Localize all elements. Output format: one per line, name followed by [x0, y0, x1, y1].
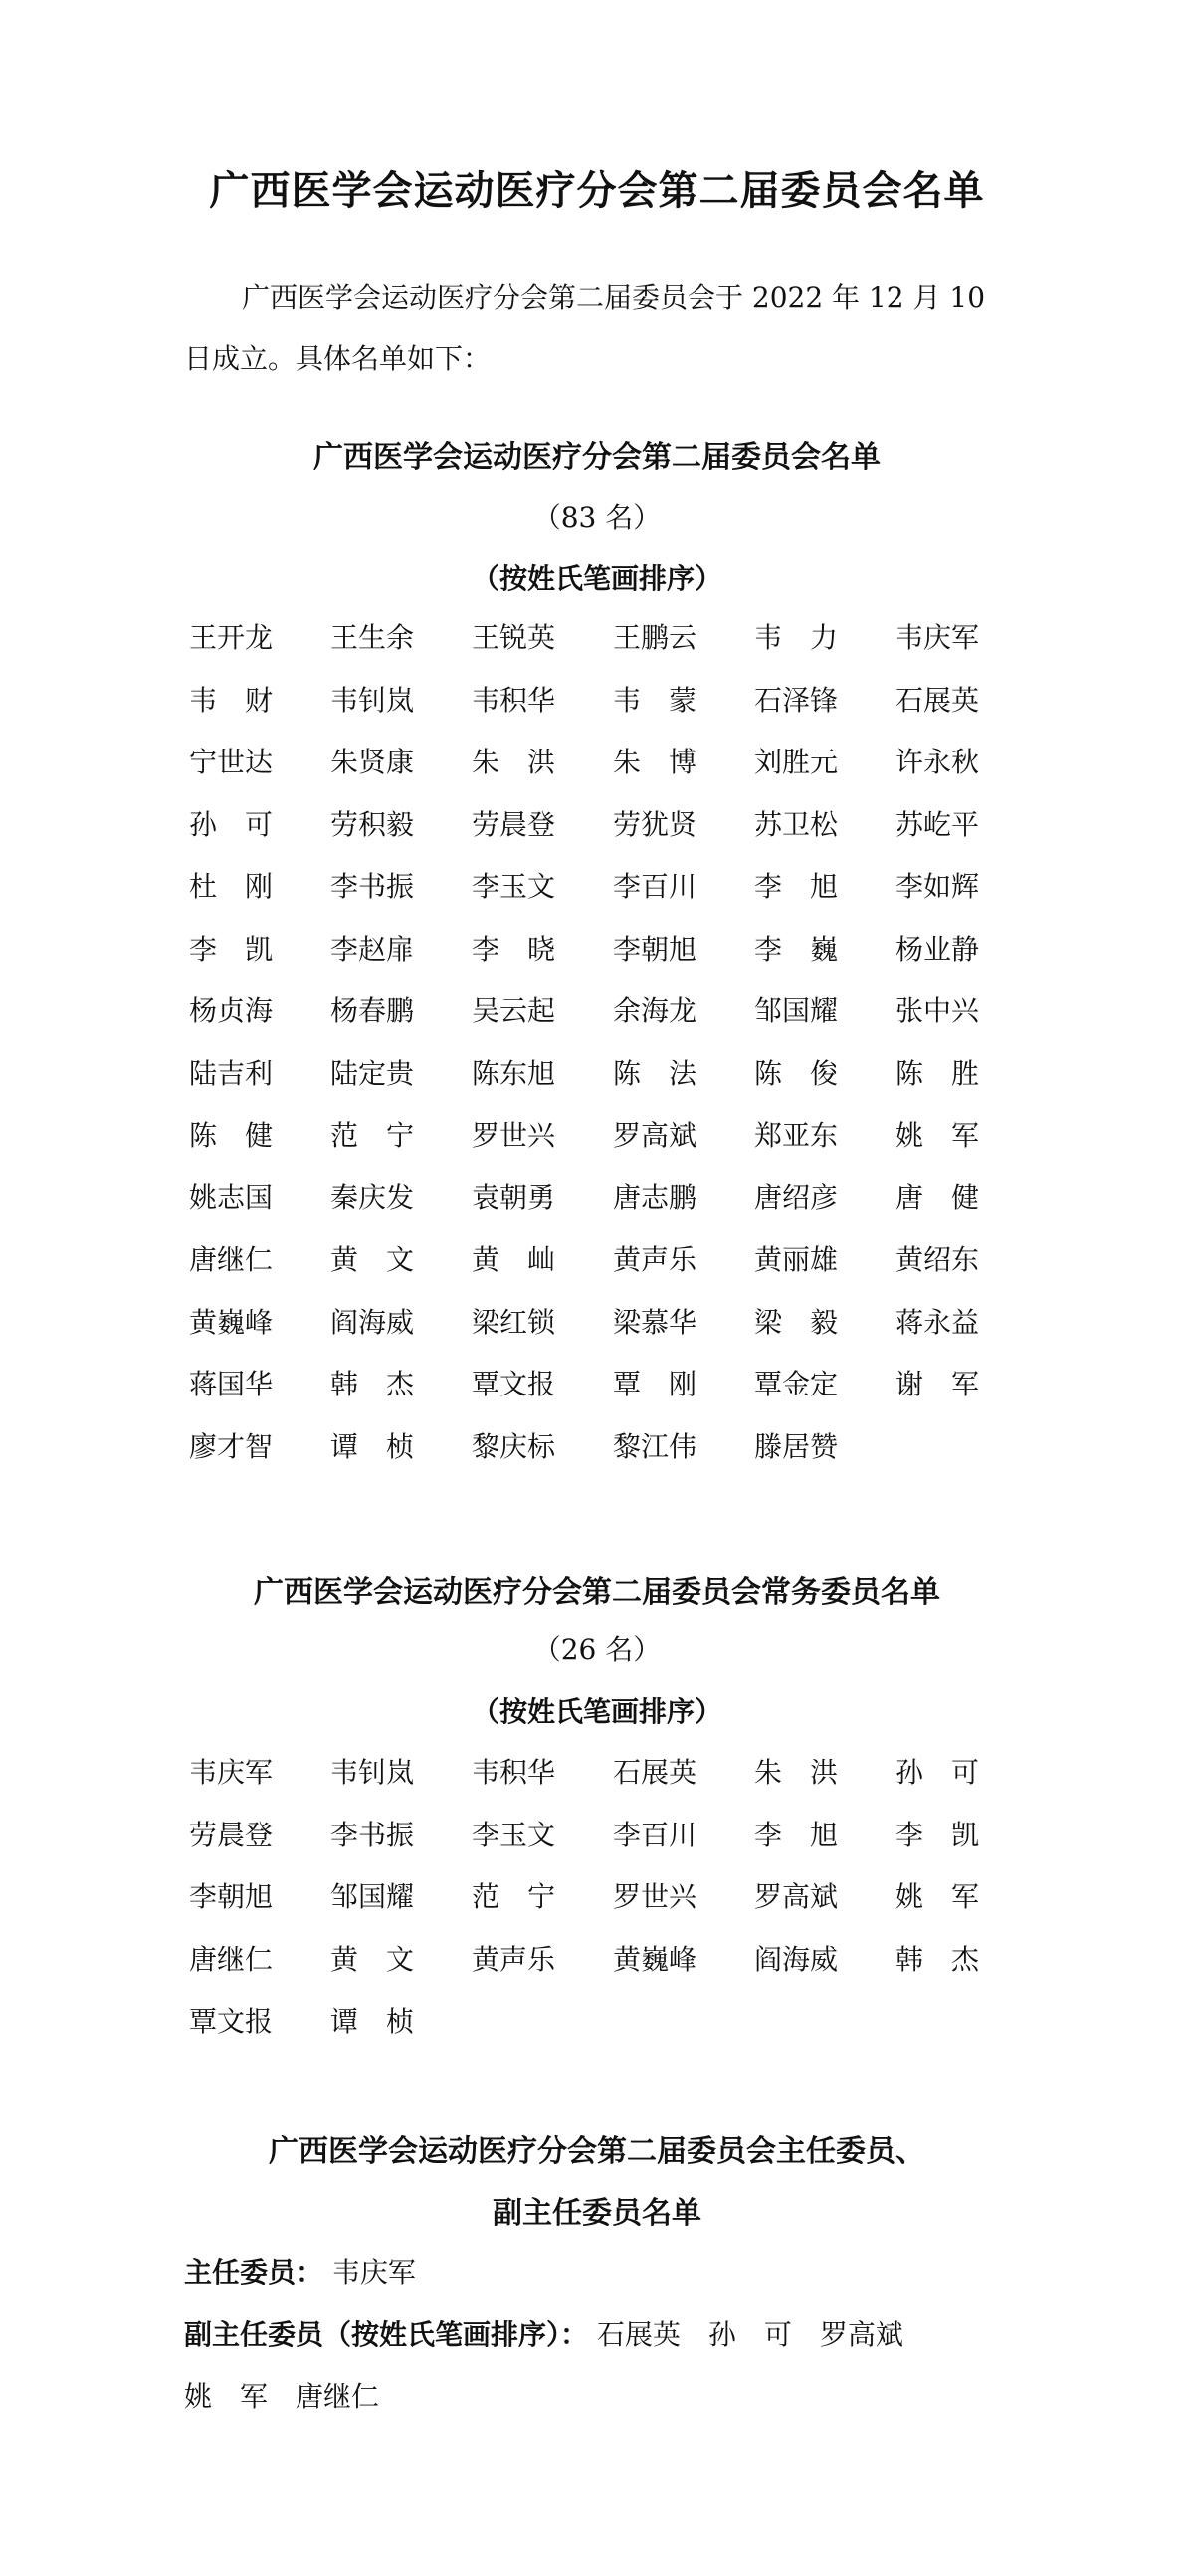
member-name: 李 凯 [189, 932, 274, 966]
member-name: 李百川 [613, 870, 697, 903]
member-name: 李赵扉 [330, 932, 415, 966]
member-name: 吴云起 [472, 994, 556, 1027]
member-name: 秦庆发 [330, 1181, 415, 1214]
committee-member-list [189, 607, 1025, 1478]
member-name: 黄巍峰 [613, 1942, 697, 1976]
member-name: 韦庆军 [896, 621, 980, 654]
member-name: 王鹏云 [613, 621, 697, 654]
standing-committee-member-list [189, 1742, 1025, 2053]
member-name: 罗世兴 [472, 1119, 556, 1152]
member-name: 劳晨登 [189, 1818, 274, 1851]
document-title: 广西医学会运动医疗分会第二届委员会名单 [209, 168, 985, 214]
member-name: 黄巍峰 [189, 1305, 274, 1339]
member-name: 劳积毅 [330, 807, 415, 841]
leadership-title-line1: 广西医学会运动医疗分会第二届委员会主任委员、 [269, 2134, 925, 2169]
member-name: 覃文报 [472, 1368, 556, 1400]
member-name: 杨春鹏 [330, 994, 415, 1027]
member-name: 袁朝勇 [472, 1181, 556, 1214]
chair-name: 韦庆军 [331, 2256, 416, 2289]
member-name: 杨贞海 [189, 994, 274, 1027]
member-name: 谭 桢 [330, 2005, 415, 2038]
member-name: 黄 文 [330, 1243, 415, 1276]
member-name: 苏卫松 [754, 807, 839, 841]
vice-chair-label: 副主任委员（按姓氏笔画排序）： [184, 2318, 589, 2351]
member-name: 宁世达 [189, 746, 274, 778]
standing-committee-title: 广西医学会运动医疗分会第二届委员会常务委员名单 [254, 1575, 940, 1610]
member-name: 苏屹平 [896, 807, 980, 841]
member-name: 蒋国华 [189, 1368, 274, 1400]
member-name: 黄丽雄 [754, 1243, 839, 1276]
member-name: 罗高斌 [613, 1119, 697, 1152]
member-name: 韦庆军 [189, 1756, 274, 1789]
standing-committee-sort-note: （按姓氏笔画排序） [471, 1695, 722, 1728]
vice-chair-line [184, 2313, 903, 2353]
member-name: 姚志国 [189, 1181, 274, 1214]
member-name: 唐绍彦 [754, 1181, 839, 1214]
member-name: 陈 健 [189, 1119, 274, 1152]
intro-paragraph: 广西医学会运动医疗分会第二届委员会于 2022 年 12 月 10 日成立。具体名单如下： [184, 281, 986, 375]
member-name: 韦积华 [472, 683, 556, 717]
member-name: 朱 博 [613, 746, 697, 778]
member-name: 谭 桢 [330, 1429, 415, 1463]
member-name: 孙 可 [896, 1756, 980, 1789]
vice-chair-continuation-line [184, 2375, 379, 2415]
member-name: 陈 俊 [754, 1056, 839, 1090]
vice-chair-names-line1: 石展英 孙 可 罗高斌 [596, 2318, 903, 2351]
member-name: 劳犹贤 [613, 807, 697, 841]
member-name: 黄 屾 [472, 1243, 556, 1276]
member-name: 覃 刚 [613, 1368, 697, 1400]
member-name: 覃金定 [754, 1368, 839, 1400]
member-name: 杨业静 [896, 932, 980, 966]
member-name: 劳晨登 [472, 807, 556, 841]
chair-line [184, 2252, 416, 2291]
member-name: 唐继仁 [189, 1243, 274, 1276]
member-name: 李 旭 [754, 1818, 839, 1851]
member-name: 唐志鹏 [613, 1181, 697, 1214]
member-name: 李 旭 [754, 870, 839, 903]
member-name: 梁慕华 [613, 1305, 697, 1339]
member-name: 李 晓 [472, 932, 556, 966]
member-name: 韩 杰 [896, 1942, 980, 1976]
member-name: 姚 军 [896, 1880, 980, 1913]
member-name: 许永秋 [896, 746, 980, 778]
member-name: 覃文报 [189, 2005, 274, 2038]
member-name: 朱 洪 [472, 746, 556, 778]
member-name: 李玉文 [472, 870, 556, 903]
member-name: 李朝旭 [613, 932, 697, 966]
member-name: 滕居赞 [754, 1429, 839, 1463]
member-name: 韩 杰 [330, 1368, 415, 1400]
member-name: 韦钊岚 [330, 683, 415, 717]
member-name: 余海龙 [613, 994, 697, 1027]
member-name: 陆定贵 [330, 1056, 415, 1090]
member-name: 陈 胜 [896, 1056, 980, 1090]
member-name: 刘胜元 [754, 746, 839, 778]
member-name: 李 凯 [896, 1818, 980, 1851]
member-name: 韦钊岚 [330, 1756, 415, 1789]
member-name: 蒋永益 [896, 1305, 980, 1339]
leadership-title-line2: 副主任委员名单 [493, 2196, 701, 2231]
member-name: 石泽锋 [754, 683, 839, 717]
member-name: 李百川 [613, 1818, 697, 1851]
member-name: 黄 文 [330, 1942, 415, 1976]
member-name: 李朝旭 [189, 1880, 274, 1913]
member-name: 韦 蒙 [613, 683, 697, 717]
member-name: 黎江伟 [613, 1429, 697, 1463]
member-name: 韦 力 [754, 621, 839, 654]
member-name: 邹国耀 [330, 1880, 415, 1913]
member-name: 张中兴 [896, 994, 980, 1027]
standing-committee-count: （26 名） [532, 1633, 662, 1666]
member-name: 陈 法 [613, 1056, 697, 1090]
member-name: 郑亚东 [754, 1119, 839, 1152]
member-name: 王锐英 [472, 621, 556, 654]
member-name: 李如辉 [896, 870, 980, 903]
member-name: 唐 健 [896, 1181, 980, 1214]
member-name: 唐继仁 [189, 1942, 274, 1976]
member-name: 石展英 [613, 1756, 697, 1789]
member-name: 孙 可 [189, 807, 274, 841]
member-name: 廖才智 [189, 1429, 274, 1463]
member-name: 王开龙 [189, 621, 274, 654]
member-name: 韦积华 [472, 1756, 556, 1789]
member-name: 阎海威 [330, 1305, 415, 1339]
committee-title: 广西医学会运动医疗分会第二届委员会名单 [313, 440, 881, 475]
member-name: 梁 毅 [754, 1305, 839, 1339]
member-name: 王生余 [330, 621, 415, 654]
member-name: 李书振 [330, 1818, 415, 1851]
committee-sort-note: （按姓氏笔画排序） [471, 562, 722, 595]
member-name: 韦 财 [189, 683, 274, 717]
member-name: 李 巍 [754, 932, 839, 966]
member-name: 邹国耀 [754, 994, 839, 1027]
member-name: 杜 刚 [189, 870, 274, 903]
member-name: 梁红锁 [472, 1305, 556, 1339]
member-name: 陆吉利 [189, 1056, 274, 1090]
member-name: 陈东旭 [472, 1056, 556, 1090]
member-name: 罗高斌 [754, 1880, 839, 1913]
member-name: 阎海威 [754, 1942, 839, 1976]
member-name: 罗世兴 [613, 1880, 697, 1913]
member-name: 范 宁 [330, 1119, 415, 1152]
chair-label: 主任委员： [184, 2256, 324, 2289]
member-name: 黄绍东 [896, 1243, 980, 1276]
member-name: 姚 军 [896, 1119, 980, 1152]
member-name: 李书振 [330, 870, 415, 903]
member-name: 石展英 [896, 683, 980, 717]
member-name: 黎庆标 [472, 1429, 556, 1463]
member-name: 黄声乐 [613, 1243, 697, 1276]
committee-count: （83 名） [532, 501, 662, 534]
member-name: 朱贤康 [330, 746, 415, 778]
vice-chair-names-line2: 姚 军 唐继仁 [184, 2380, 380, 2413]
member-name: 黄声乐 [472, 1942, 556, 1976]
member-name: 范 宁 [472, 1880, 556, 1913]
member-name: 谢 军 [896, 1368, 980, 1400]
member-name: 朱 洪 [754, 1756, 839, 1789]
member-name: 李玉文 [472, 1818, 556, 1851]
